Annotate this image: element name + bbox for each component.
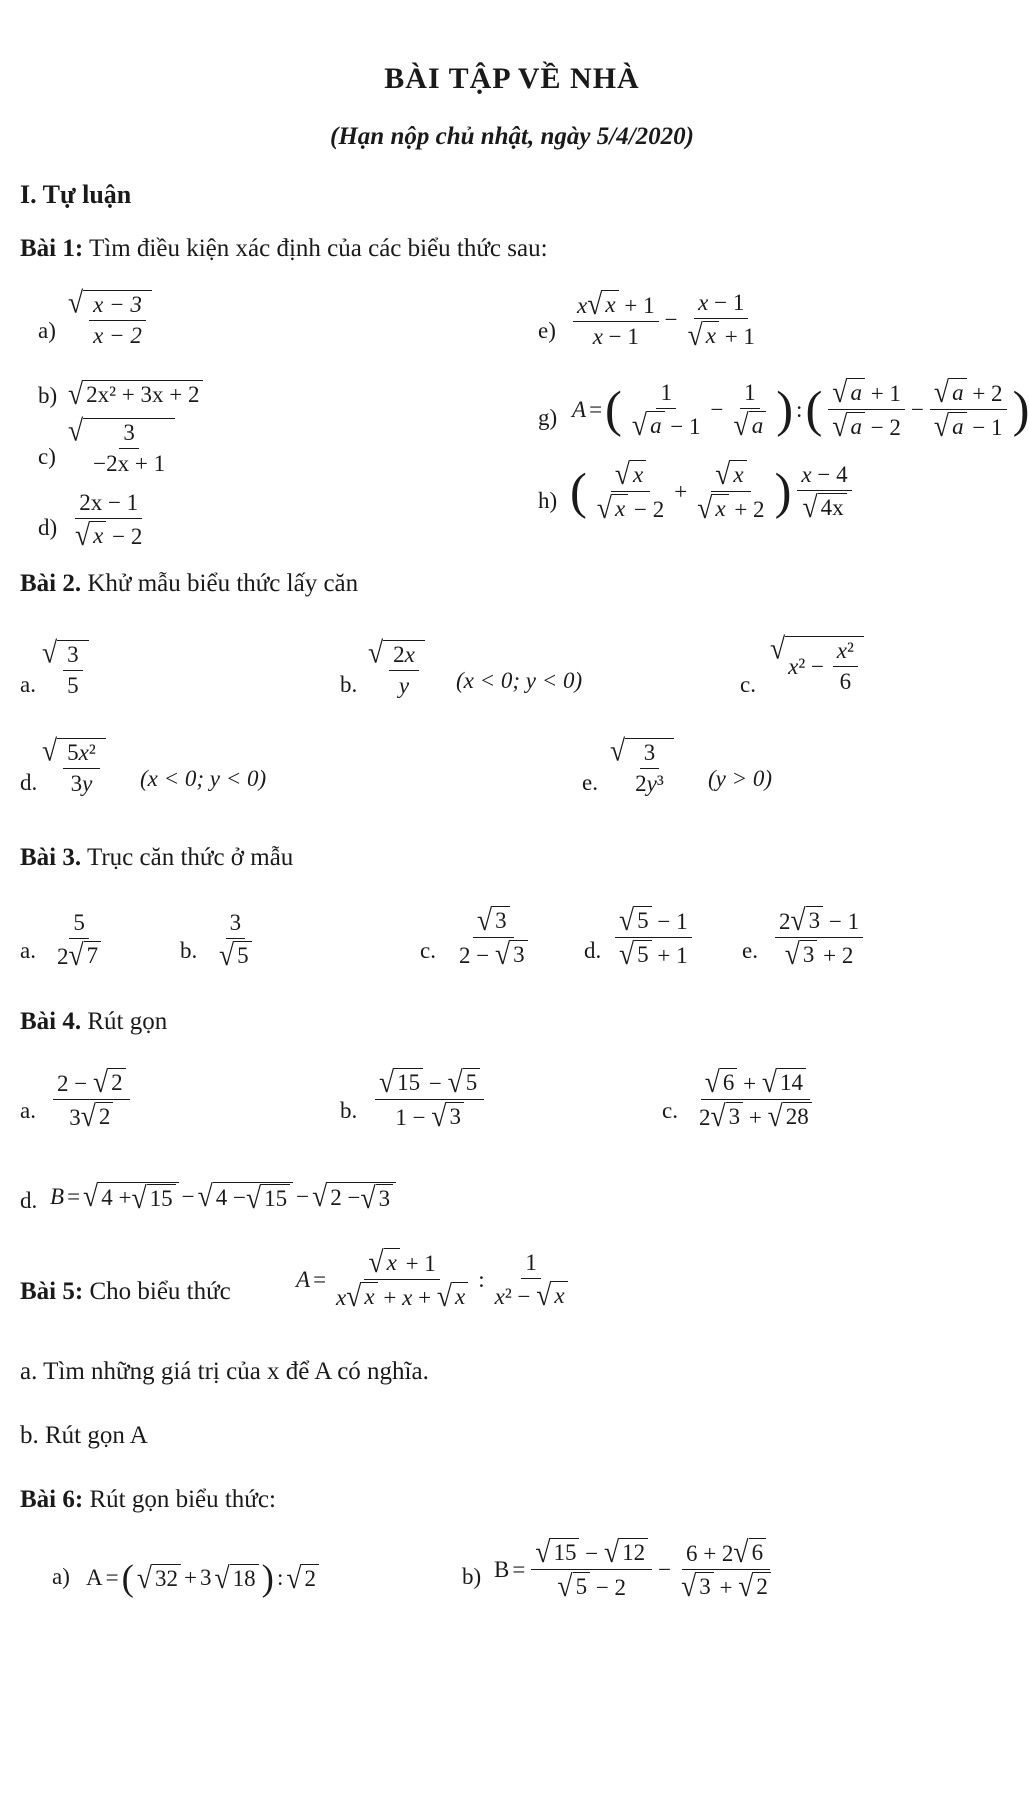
ex2-expr-e: √ $\frac{3}{\text{2y³}}$ xyxy=(610,738,674,797)
exercise-6-heading: Bài 6: Rút gọn biểu thức: xyxy=(20,1486,276,1513)
ex3-label-b: b. xyxy=(180,938,198,963)
ex1-expr-e: x √ x + 1 x − 1 − x − 1 √ x + 1 xyxy=(570,290,762,350)
ex1-expr-d: 2x − 1 √ x − 2 xyxy=(75,490,143,552)
section-heading: I. Tự luận xyxy=(20,180,132,209)
ex2-expr-b: √ $\frac{2x}{y}$ xyxy=(368,640,425,699)
ex3-label-d: d. xyxy=(584,938,602,963)
ex2-label-a: a. xyxy=(20,672,36,697)
exercise-1-heading: Bài 1: Tìm điều kiện xác định của các biểu thức sau: xyxy=(20,235,548,262)
ex3-label-e: e. xyxy=(742,938,758,963)
ex2-label-d: d. xyxy=(20,770,38,795)
ex1-expr-h: ( √ x √ x − 2 + √ x √ x + 2 ) x − 4 √ 4x xyxy=(570,460,855,523)
ex3-label-c: c. xyxy=(420,938,436,963)
ex6-expr-b: B = √ 15 − √ 12 √ 5 − 2 − 6 + 2 √ 6 √ 3 + √ 2 xyxy=(494,1538,778,1601)
exercise-5-heading: Bài 5: Cho biểu thức xyxy=(20,1278,231,1305)
ex3-expr-d: √ 5 − 1 √ 5 + 1 xyxy=(612,906,695,969)
ex1-label-h: h) xyxy=(538,488,558,513)
ex1-label-e: e) xyxy=(538,318,556,343)
exercise-3-heading: Bài 3. Trục căn thức ở mẫu xyxy=(20,844,294,871)
ex5-question-b: b. Rút gọn A xyxy=(20,1422,148,1449)
ex3-expr-a: 5 2 √ 7 xyxy=(50,910,108,970)
ex3-expr-b: 3 √ 5 xyxy=(212,910,259,970)
ex4-label-a: a. xyxy=(20,1098,36,1123)
ex2-expr-d: √ $\frac{\text{5x²}}{3y}$ xyxy=(42,738,106,797)
ex4-expr-a: 2 − √ 2 3 √ 2 xyxy=(50,1068,133,1131)
ex2-label-b: b. xyxy=(340,672,358,697)
ex4-label-b: b. xyxy=(340,1098,358,1123)
ex6-label-a: a) xyxy=(52,1564,70,1589)
ex1-expr-a: √ $\frac{x - 3}{x - 2}$ xyxy=(68,290,152,349)
ex3-expr-e: 2 √ 3 − 1 √ 3 + 2 xyxy=(772,906,866,969)
ex4-expr-b: √ 15 − √ 5 1 − √ 3 xyxy=(372,1068,487,1131)
ex1-expr-b: √ 2x² + 3x + 2 xyxy=(68,380,203,408)
ex5-question-a: a. Tìm những giá trị của x để A có nghĩa. xyxy=(20,1358,429,1385)
ex2-expr-a: √ $\frac{3}{5}$ xyxy=(42,640,89,699)
ex2-condition-d: (x < 0; y < 0) xyxy=(140,766,267,791)
ex1-label-g: g) xyxy=(538,405,558,430)
ex4-expr-d: B = √ 4 + √ 15 − √ 4 − √ 15 − √ 2 − √ 3 xyxy=(50,1182,396,1212)
ex2-condition-e: (y > 0) xyxy=(708,766,773,791)
ex3-expr-c: √ 3 2 − √ 3 xyxy=(452,906,535,969)
ex1-label-a: a) xyxy=(38,318,56,343)
ex4-expr-c: √ 6 + √ 14 2 √ 3 + √ 28 xyxy=(692,1068,819,1131)
ex1-expr-g: A = ( 1 √ a − 1 − 1 √ a ) : ( √ a + 1 √ a − 2 − √ a + 2 √ a − 1 ) xyxy=(572,374,1029,443)
ex1-label-b: b) xyxy=(38,383,58,408)
exercise-2-heading: Bài 2. Khử mẫu biểu thức lấy căn xyxy=(20,570,359,597)
ex3-label-a: a. xyxy=(20,938,36,963)
ex4-label-d: d. xyxy=(20,1188,38,1213)
ex1-expr-c: √ $\frac{3}{-2x + 1}$ xyxy=(68,418,175,477)
ex6-label-b: b) xyxy=(462,1564,482,1589)
ex6-expr-a: A = ( √ 32 + 3 √ 18 ) : √ 2 xyxy=(86,1560,319,1597)
ex1-label-d: d) xyxy=(38,515,58,540)
ex2-expr-c: √ x ² − $\frac{\text{x²}}{6}$ xyxy=(770,636,864,695)
exercise-4-heading: Bài 4. Rút gọn xyxy=(20,1008,168,1035)
ex2-label-e: e. xyxy=(582,770,598,795)
due-date-subtitle: (Hạn nộp chủ nhật, ngày 5/4/2020) xyxy=(330,123,694,150)
ex5-expression: A = √ x + 1 x √ x + x + √ x : 1 x² − √ x xyxy=(296,1248,575,1311)
page-title: BÀI TẬP VỀ NHÀ xyxy=(384,62,640,95)
ex2-condition-b: (x < 0; y < 0) xyxy=(456,668,583,693)
ex2-label-c: c. xyxy=(740,672,756,697)
ex1-label-c: c) xyxy=(38,444,56,469)
ex4-label-c: c. xyxy=(662,1098,678,1123)
